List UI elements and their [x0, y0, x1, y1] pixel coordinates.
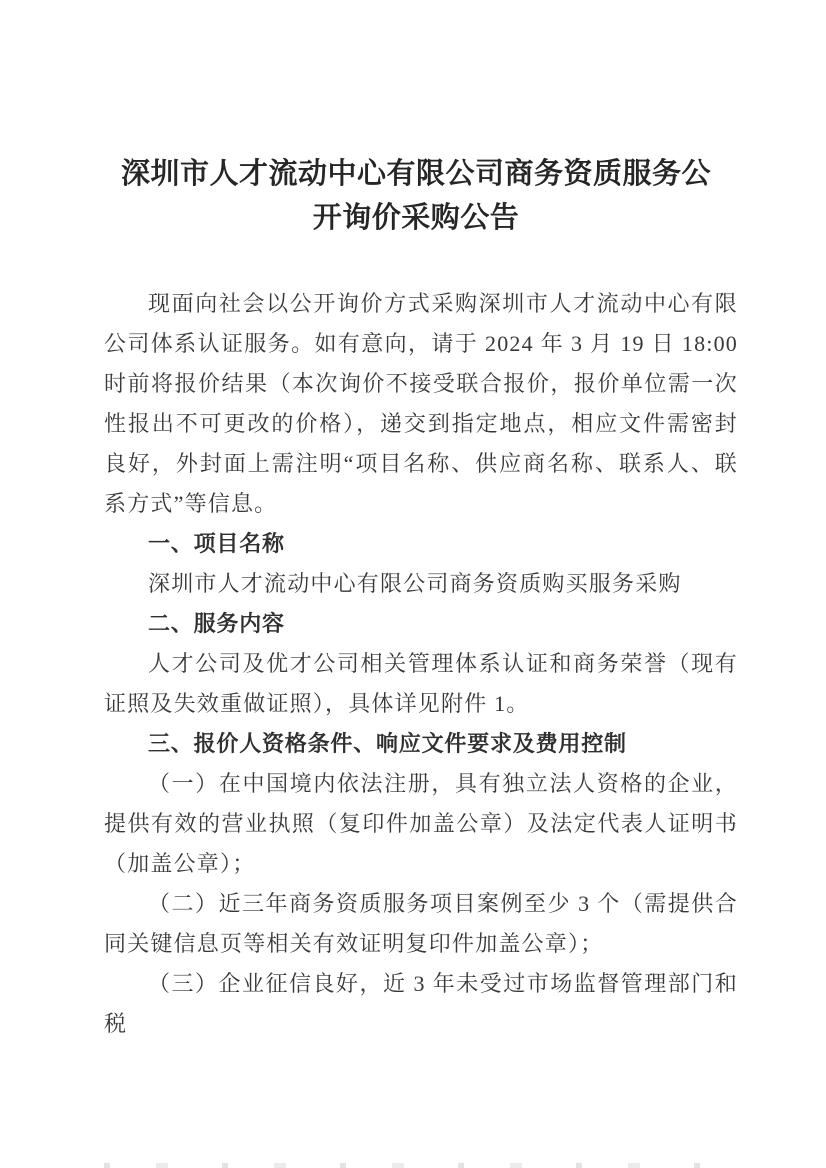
cutoff-next-line-fragment: [104, 1163, 744, 1168]
requirement-item-2: （二）近三年商务资质服务项目案例至少 3 个（需提供合同关键信息页等相关有效证明复印件加盖公章）；: [104, 891, 738, 956]
section-2-heading: 二、服务内容: [148, 611, 285, 636]
requirement-item-3: （三）企业征信良好，近 3 年未受过市场监督管理部门和税: [104, 971, 738, 1036]
document-body: [104, 284, 738, 1044]
document-title-line-1: 深圳市人才流动中心有限公司商务资质服务公: [120, 158, 711, 190]
section-1-text: 深圳市人才流动中心有限公司商务资质购买服务采购: [148, 571, 682, 596]
requirement-item-1: （一）在中国境内依法注册，具有独立法人资格的企业，提供有效的营业执照（复印件加盖公章）及法定代表人证明书（加盖公章）；: [104, 771, 738, 876]
section-2-text: 人才公司及优才公司相关管理体系认证和商务荣誉（现有证照及失效重做证照），具体详见附件 1。: [104, 651, 738, 716]
section-3-heading: 三、报价人资格条件、响应文件要求及费用控制: [148, 731, 627, 756]
document-title-line-2: 开询价采购公告: [312, 202, 520, 234]
intro-paragraph: 现面向社会以公开询价方式采购深圳市人才流动中心有限公司体系认证服务。如有意向，请于 2024 年 3 月 19 日 18:00 时前将报价结果（本次询价不接受联合报价，报价单位需一次性报出不可更改的价格），递交到指定地点，相应文件需密封良好，外封面上需注明“项目名称、供应商名称、联系人、联系方式”等信息。: [104, 291, 738, 516]
document-title: [96, 152, 736, 240]
section-1-heading: 一、项目名称: [148, 531, 285, 556]
